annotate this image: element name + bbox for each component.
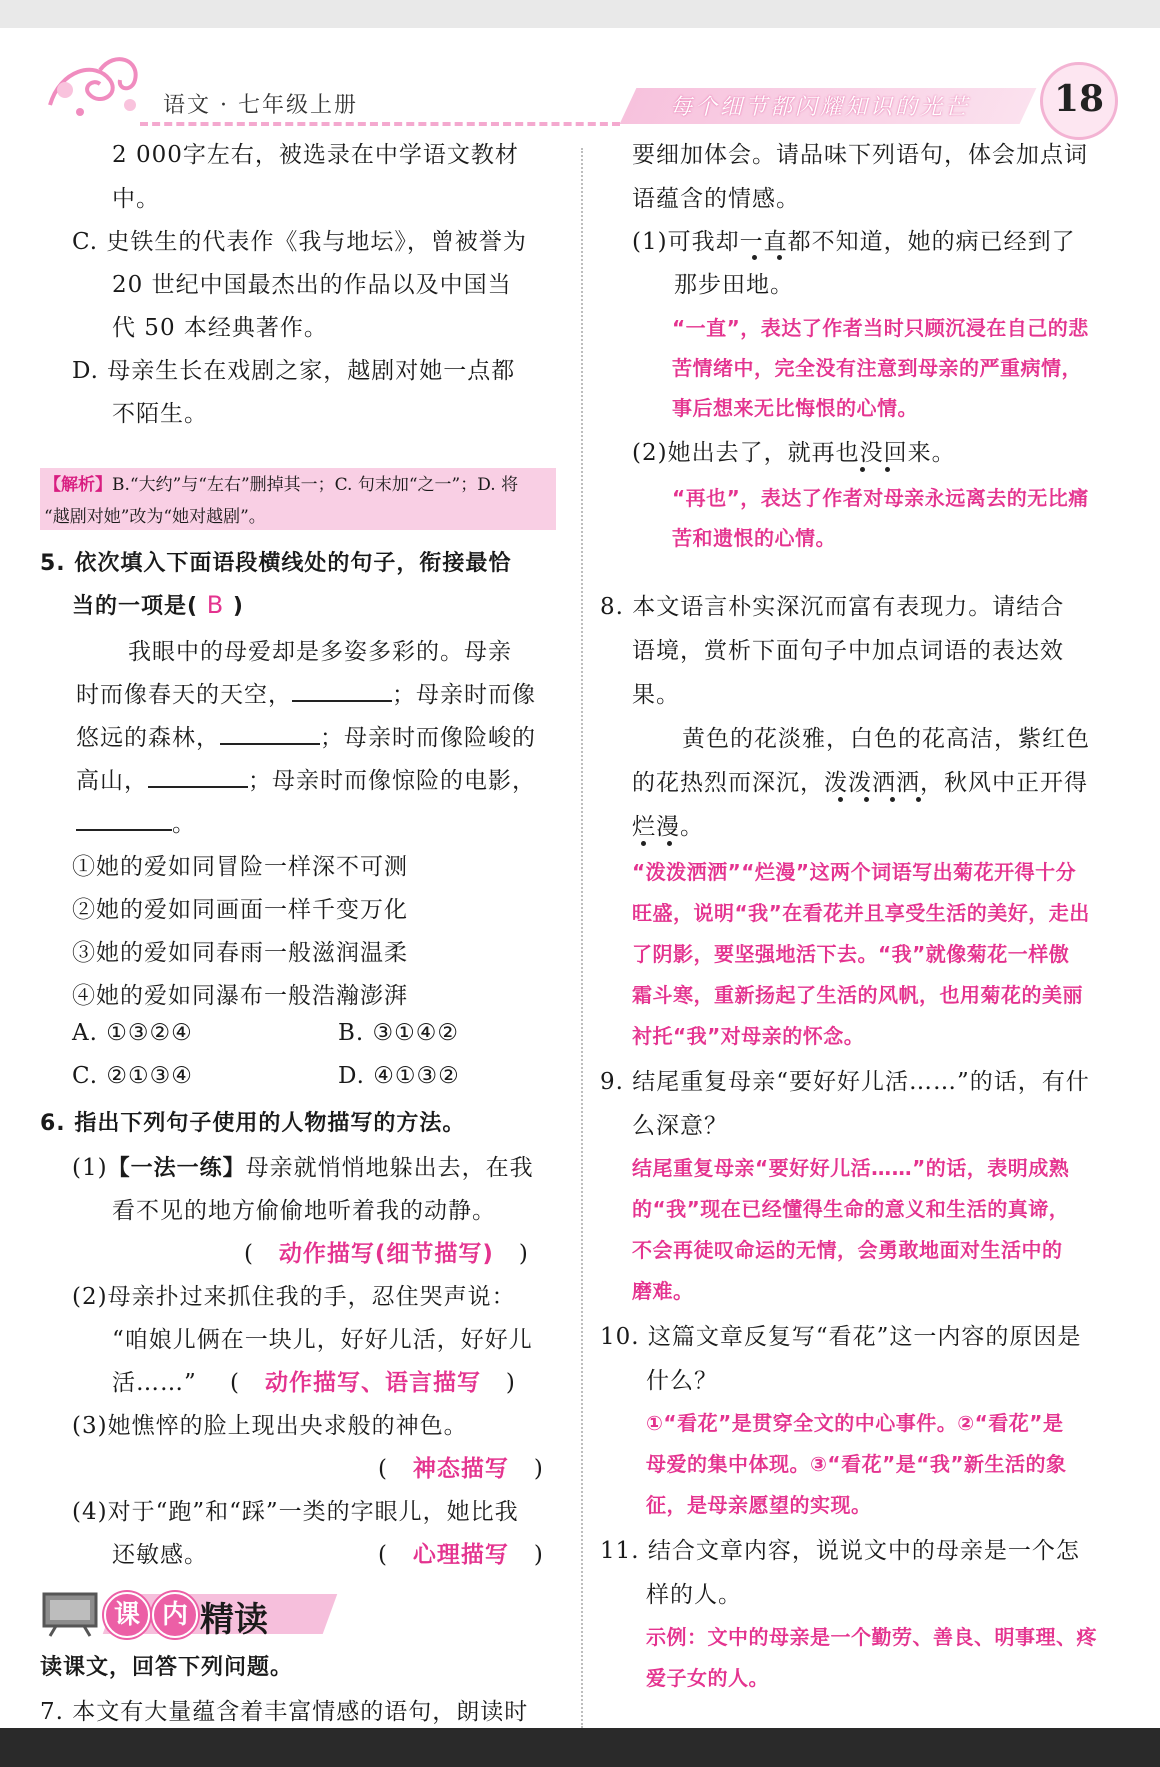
answer-line <box>244 1235 529 1268</box>
passage-line <box>76 676 536 709</box>
q6-item-2: (2)母亲扑过来抓住我的手，忍住哭声说： <box>72 1284 516 1310</box>
paren: ( <box>230 1370 240 1396</box>
answer-line: 的“我”现在已经懂得生命的意义和生活的真谛， <box>632 1197 1070 1221</box>
emphasis-dot <box>838 797 843 802</box>
passage-line <box>76 805 196 838</box>
answer-line: 母爱的集中体现。③“看花”是“我”新生活的象 <box>646 1452 1067 1476</box>
emphasis-dot <box>890 797 895 802</box>
item-text: 母亲就悄悄地躲出去，在我 <box>245 1155 534 1181</box>
answer-line: 霜斗寒，重新扬起了生活的风帆，也用菊花的美丽 <box>632 983 1083 1007</box>
passage-line: 黄色的花淡雅，白色的花高洁，紫红色 <box>682 726 1090 752</box>
stem-close: ) <box>232 594 244 619</box>
question-5-stem <box>72 589 244 620</box>
emphasis-dot <box>860 467 865 472</box>
emphasis-dot <box>641 841 646 846</box>
emphasis-dot <box>885 467 890 472</box>
text-line: 中。 <box>112 186 160 212</box>
flourish-ornament-icon <box>40 50 150 120</box>
blackboard-icon <box>40 1590 104 1638</box>
text-line: 什么？ <box>646 1368 718 1394</box>
text-line: 语蕴含的情感。 <box>632 186 800 212</box>
question-9: 9. 结尾重复母亲“要好好儿活……”的话，有什 <box>600 1069 1090 1095</box>
q6-3-answer: 神态描写 <box>412 1456 509 1482</box>
option-b: B. ③①④② <box>338 1020 460 1046</box>
passage-text: 。 <box>172 811 196 837</box>
emphasis-dot <box>667 841 672 846</box>
fill-blank <box>148 766 248 788</box>
emphasis-dot <box>777 255 782 260</box>
choice-item: ①她的爱如同冒险一样深不可测 <box>72 854 408 880</box>
banner-title: 精读 <box>200 1600 268 1640</box>
paren: ) <box>518 1241 529 1267</box>
paren: ( <box>244 1241 254 1267</box>
textbook-page <box>0 28 1160 1728</box>
answer-line: 爱子女的人。 <box>646 1666 769 1690</box>
text-line: 20 世纪中国最杰出的作品以及中国当 <box>112 272 512 298</box>
answer-line: 事后想来无比悔恨的心情。 <box>672 396 918 420</box>
answer-line <box>378 1536 544 1569</box>
paren: ) <box>533 1542 544 1568</box>
passage-text: 高山， <box>76 768 148 794</box>
passage-line: 我眼中的母爱却是多姿多彩的。母亲 <box>128 639 512 665</box>
choice-item: ④她的爱如同瀑布一般浩瀚澎湃 <box>72 983 408 1009</box>
text-line: 么深意？ <box>632 1113 728 1139</box>
choice-item: ③她的爱如同春雨一般滋润温柔 <box>72 940 408 966</box>
q6-item-3: (3)她憔悴的脸上现出央求般的神色。 <box>72 1413 468 1439</box>
text-line: 不陌生。 <box>112 401 208 427</box>
q6-1-answer: 动作描写(细节描写) <box>278 1241 494 1267</box>
text-line: 看不见的地方偷偷地听着我的动静。 <box>112 1198 496 1224</box>
q6-item-1 <box>72 1149 534 1182</box>
emphasis-dot <box>864 797 869 802</box>
section-banner <box>40 1584 290 1644</box>
answer-line: “泼泼洒洒”“烂漫”这两个词语写出菊花开得十分 <box>632 860 1077 884</box>
q6-4-answer: 心理描写 <box>412 1542 509 1568</box>
answer-line: 磨难。 <box>632 1279 694 1303</box>
answer-line: 苦和遗恨的心情。 <box>672 526 836 550</box>
page-number: 18 <box>1053 78 1105 120</box>
text-line: 代 50 本经典著作。 <box>112 315 328 341</box>
option-d: D. 母亲生长在戏剧之家，越剧对她一点都 <box>72 358 516 384</box>
text-line: 还敏感。 <box>112 1542 208 1568</box>
banner-char-1: 课 <box>104 1592 150 1638</box>
text-line: 要细加体会。请品味下列语句，体会加点词 <box>632 142 1088 168</box>
paren: ( <box>378 1542 388 1568</box>
text-line: 2 000字左右，被选录在中学语文教材 <box>112 142 519 168</box>
analysis-line-1 <box>44 470 518 495</box>
paren: ) <box>533 1456 544 1482</box>
text-line: 样的人。 <box>646 1582 742 1608</box>
motto-text: 每个细节都闪耀知识的光芒 <box>670 95 971 120</box>
paren: ) <box>505 1370 516 1396</box>
passage-text: 时而像春天的天空， <box>76 682 292 708</box>
passage-line <box>76 762 536 795</box>
text-line: 果。 <box>632 682 680 708</box>
item-text: 活……” <box>112 1370 197 1396</box>
passage-text: 悠远的森林， <box>76 725 220 751</box>
text-line: “咱娘儿俩在一块儿，好好儿活，好好儿 <box>112 1327 533 1353</box>
answer-line: 不会再徒叹命运的无情，会勇敢地面对生活中的 <box>632 1238 1063 1262</box>
viewer-bottom-bar <box>0 1728 1160 1767</box>
answer-line: 了阴影，要坚强地活下去。“我”就像菊花一样傲 <box>632 942 1070 966</box>
header-dashed-line <box>140 122 620 126</box>
answer-line: 示例：文中的母亲是一个勤劳、善良、明事理、疼 <box>646 1625 1097 1649</box>
page-header <box>0 28 1160 138</box>
passage-line <box>76 719 536 752</box>
stem-text: 当的一项是( <box>72 594 199 619</box>
answer-line: 衬托“我”对母亲的怀念。 <box>632 1024 865 1048</box>
passage-line: 的花热烈而深沉，泼泼洒洒，秋风中正开得 <box>632 770 1088 796</box>
analysis-tag: 【解析】 <box>44 475 112 495</box>
question-10: 10. 这篇文章反复写“看花”这一内容的原因是 <box>600 1324 1082 1350</box>
text-line: 语境，赏析下面句子中加点词语的表达效 <box>632 638 1064 664</box>
practice-tag: 【一法一练】 <box>107 1156 246 1181</box>
subject-label: 语文 · 七年级上册 <box>163 93 358 118</box>
answer-line: 征，是母亲愿望的实现。 <box>646 1493 872 1517</box>
passage-text: ；母亲时而像险峻的 <box>320 725 536 751</box>
passage-line: 烂漫。 <box>632 814 704 840</box>
analysis-line-2: “越剧对她”改为“她对越剧”。 <box>44 507 266 527</box>
fill-blank <box>292 680 392 702</box>
answer-line: “再也”，表达了作者对母亲永远离去的无比痛 <box>672 486 1089 510</box>
passage-text: ；母亲时而像 <box>392 682 536 708</box>
option-d: D. ④①③② <box>338 1063 460 1089</box>
choice-item: ②她的爱如同画面一样千变万化 <box>72 897 408 923</box>
answer-line: 旺盛，说明“我”在看花并且享受生活的美好，走出 <box>632 901 1090 925</box>
question-5: 5. 依次填入下面语段横线处的句子，衔接最恰 <box>40 551 512 576</box>
column-divider <box>581 148 583 1728</box>
q6-2-answer: 动作描写、语言描写 <box>264 1370 481 1396</box>
answer-line <box>112 1364 516 1397</box>
analysis-text: B.“大约”与“左右”删掉其一；C. 句末加“之一”；D. 将 <box>112 475 519 495</box>
question-8: 8. 本文语言朴实深沉而富有表现力。请结合 <box>600 594 1065 620</box>
question-6: 6. 指出下列句子使用的人物描写的方法。 <box>40 1111 466 1136</box>
option-c: C. ②①③④ <box>72 1063 193 1089</box>
answer-line: ①“看花”是贯穿全文的中心事件。②“看花”是 <box>646 1411 1064 1435</box>
text-line: 那步田地。 <box>674 272 794 298</box>
option-c: C. 史铁生的代表作《我与地坛》，曾被誉为 <box>72 229 527 255</box>
passage-text: ；母亲时而像惊险的电影， <box>248 768 536 794</box>
option-a: A. ①③②④ <box>72 1020 193 1046</box>
q5-answer: B <box>206 591 225 619</box>
answer-line: 结尾重复母亲“要好好儿活……”的话，表明成熟 <box>632 1156 1070 1180</box>
fill-blank <box>76 809 172 831</box>
emphasis-dot <box>752 255 757 260</box>
q7-sentence-2: (2)她出去了，就再也没回来。 <box>632 440 956 466</box>
viewer-top-bar <box>0 0 1160 28</box>
fill-blank <box>220 723 320 745</box>
question-7: 7. 本文有大量蕴含着丰富情感的语句，朗读时 <box>40 1699 529 1725</box>
item-number: (1) <box>72 1155 108 1181</box>
answer-line: “一直”，表达了作者当时只顾沉浸在自己的悲 <box>672 316 1089 340</box>
banner-char-2: 内 <box>152 1592 198 1638</box>
q7-sentence-1: (1)可我却一直都不知道，她的病已经到了 <box>632 229 1076 255</box>
answer-line: 苦情绪中，完全没有注意到母亲的严重病情， <box>672 356 1082 380</box>
answer-line <box>378 1450 544 1483</box>
question-11: 11. 结合文章内容，说说文中的母亲是一个怎 <box>600 1538 1080 1564</box>
emphasis-dot <box>916 797 921 802</box>
q6-item-4: (4)对于“跑”和“踩”一类的字眼儿，她比我 <box>72 1499 519 1525</box>
reading-instruction: 读课文，回答下列问题。 <box>40 1655 294 1680</box>
paren: ( <box>378 1456 388 1482</box>
